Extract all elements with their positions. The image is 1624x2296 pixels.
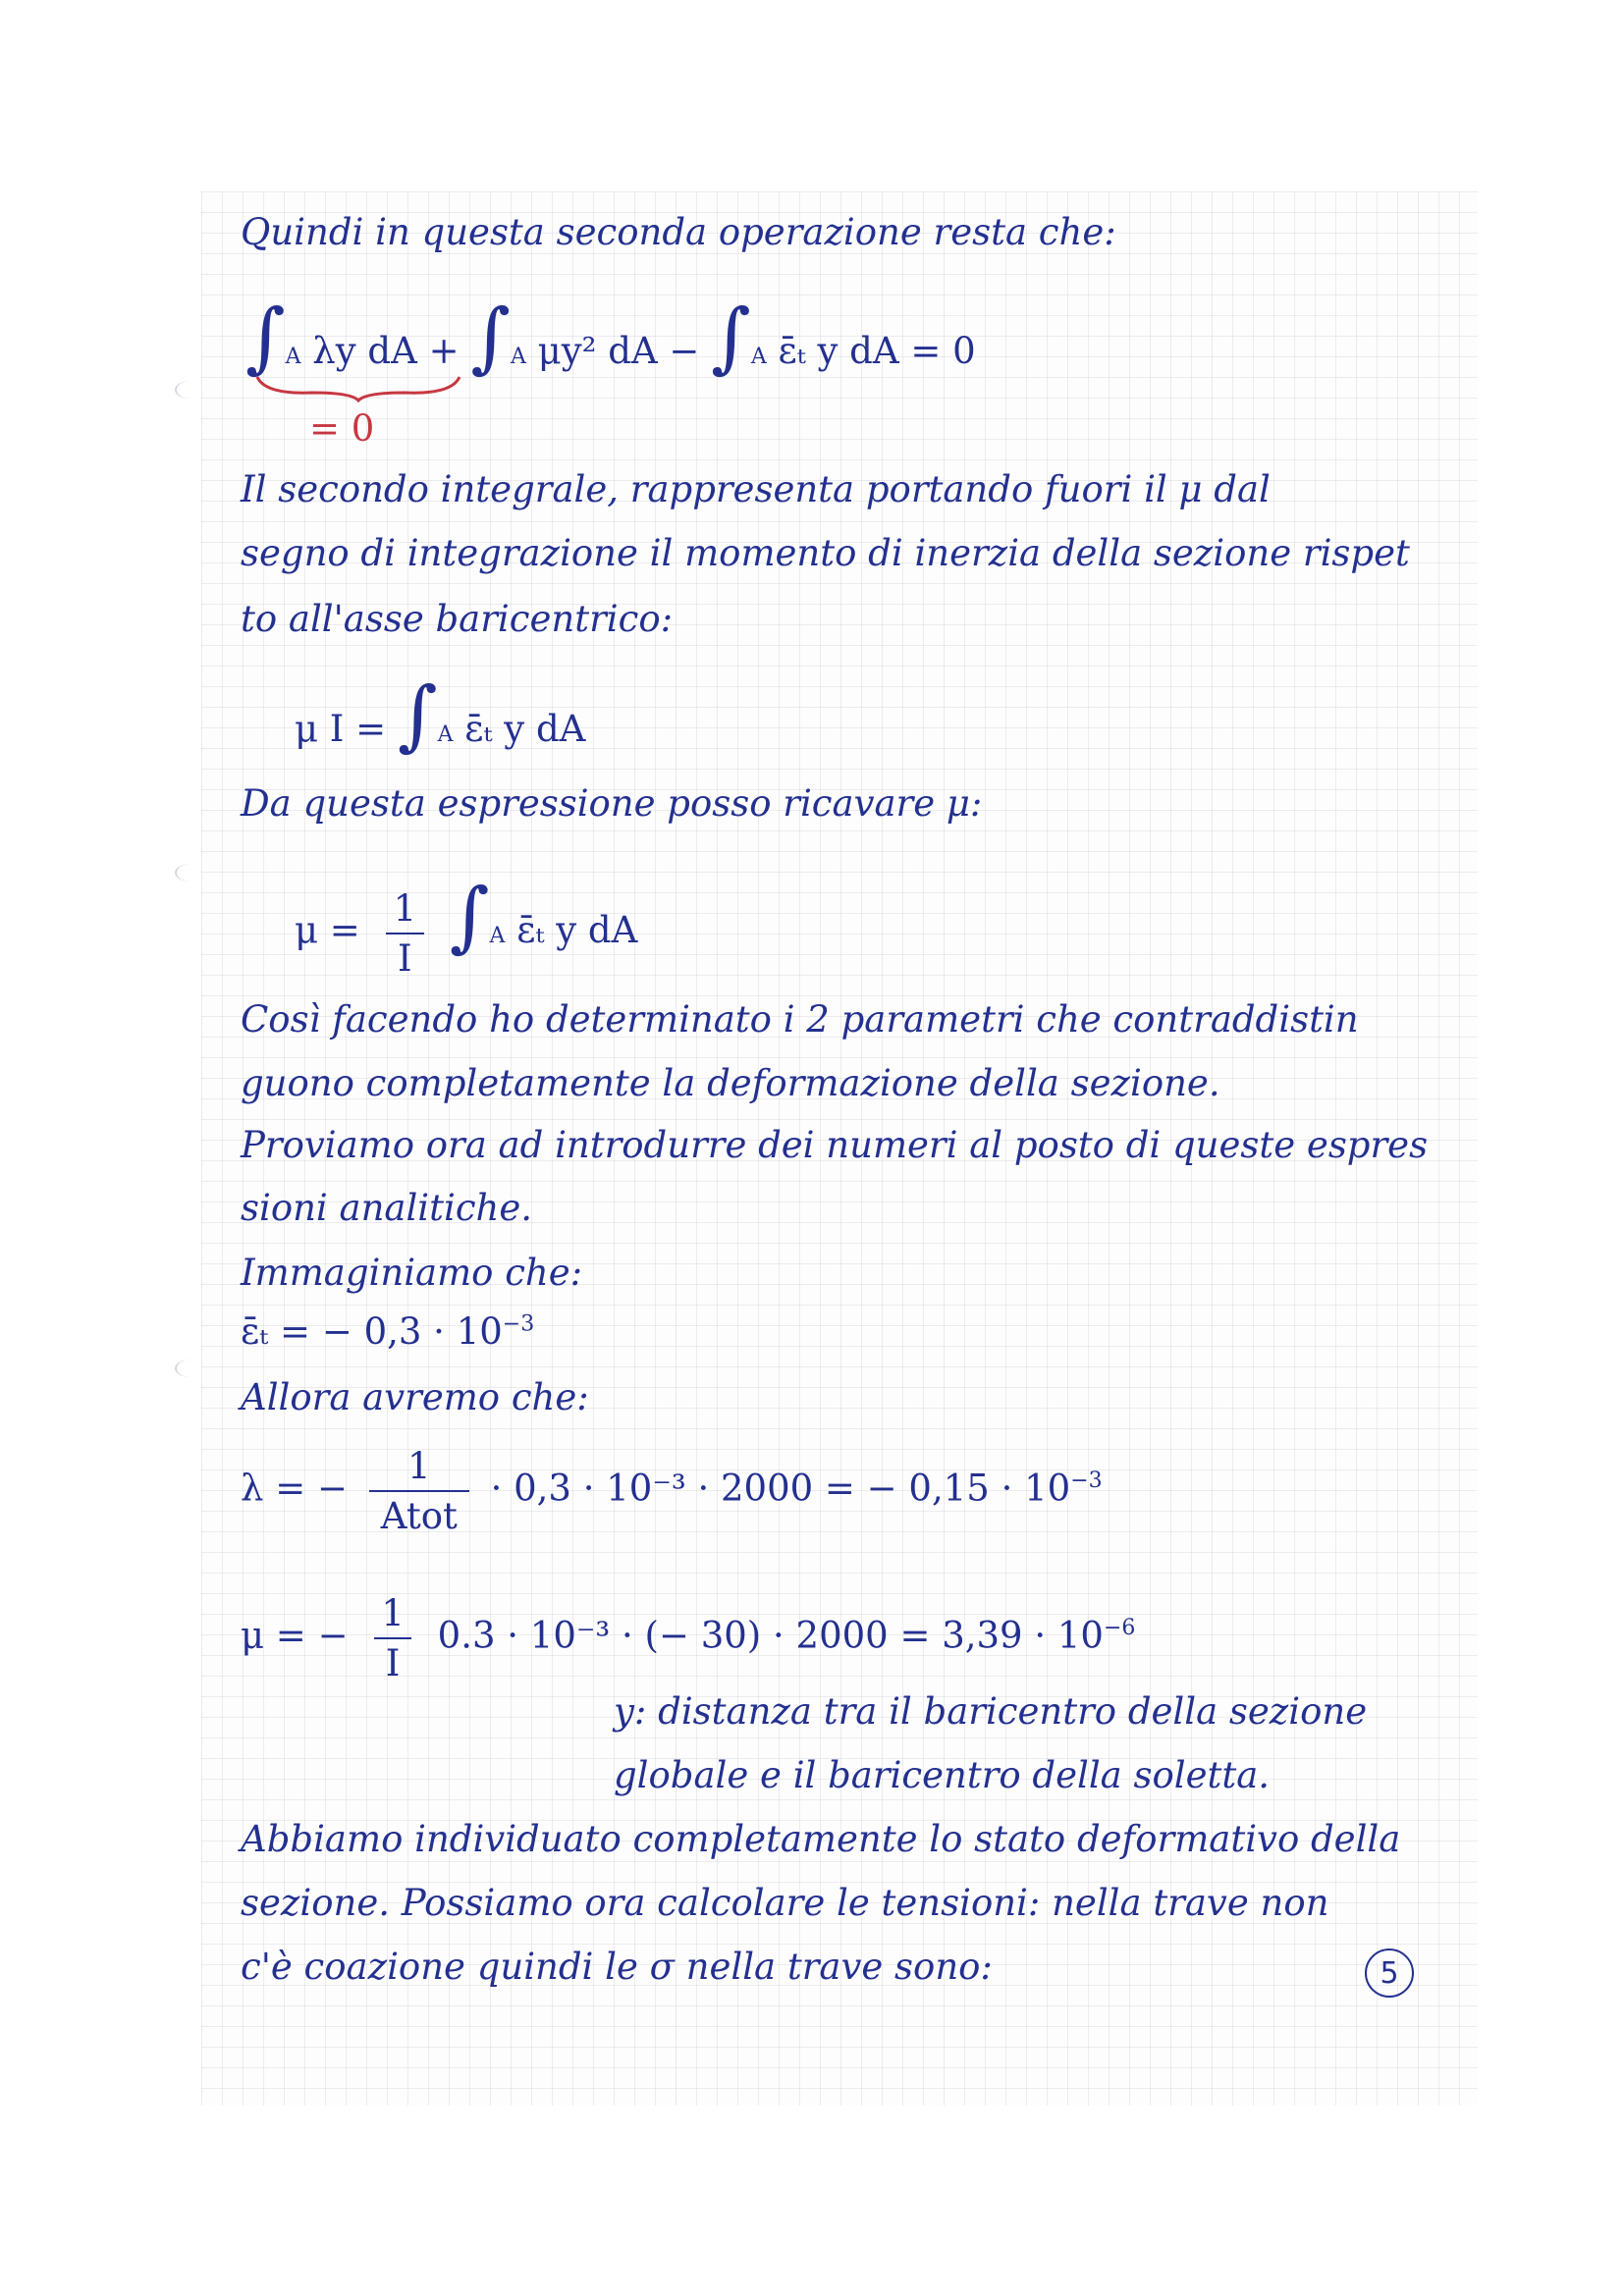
text-line: Il secondo integrale, rappresenta portando fuori il μ dal <box>241 468 1271 510</box>
note-line: y: distanza tra il baricentro della sezione <box>614 1690 1368 1733</box>
text-line: sezione. Possiamo ora calcolare le tensioni: nella trave non <box>241 1882 1329 1924</box>
text-line: segno di integrazione il momento di inerzia della sezione rispet <box>241 532 1410 574</box>
note-line: globale e il baricentro della soletta. <box>614 1754 1271 1796</box>
page-number: 5 <box>1365 1949 1414 1998</box>
binder-hole <box>175 381 206 399</box>
text-line: guono completamente la deformazione della sezione. <box>241 1062 1220 1104</box>
equation-integral-sum: ∫A λy dA + ∫A μy² dA − ∫A ε̄ₜ y dA = 0 <box>245 294 976 382</box>
text-line: to all'asse baricentrico: <box>241 598 674 640</box>
equation-mu-value: μ = − $\frac{1}{I}$ 0.3 · 10⁻³ · (− $30) \cdot 2000 = 3,39 \cdot 10^{-6}$ <box>241 1592 1136 1684</box>
text-line: c'è coazione quindi le σ nella trave sono: <box>241 1946 993 1988</box>
equation-mu-inertia: μ I = ∫A ε̄ₜ y dA <box>295 671 586 760</box>
equation-epsilon: ε̄ₜ = − $0,3 \cdot 10^{-3}$ <box>241 1310 535 1353</box>
red-underbrace <box>253 373 464 402</box>
text-line: Quindi in questa seconda operazione resta che: <box>241 211 1116 253</box>
text-line: Proviamo ora ad introdurre dei numeri al posto di queste espres <box>241 1124 1429 1166</box>
text-line: Così facendo ho determinato i 2 parametri che contraddistin <box>241 998 1359 1041</box>
text-line: Immaginiamo che: <box>241 1252 583 1294</box>
text-line: sioni analitiche. <box>241 1187 533 1229</box>
binder-hole <box>175 864 206 881</box>
text-line: Allora avremo che: <box>241 1376 589 1418</box>
equation-mu: μ = $\frac{1}{I}$ ∫A ε̄ₜ y dA <box>295 873 638 980</box>
text-line: Abbiamo individuato completamente lo stato deformativo della <box>241 1818 1401 1860</box>
brace-value: = 0 <box>309 407 375 450</box>
text-line: Da questa espressione posso ricavare μ: <box>241 782 983 825</box>
equation-lambda: λ = − $\frac{1}{\text{Atot}}$ · 0,3 · 10⁻³ · 2000 = − $0,15 \cdot 10^{-3}$ <box>241 1445 1103 1537</box>
binder-hole <box>175 1360 206 1377</box>
